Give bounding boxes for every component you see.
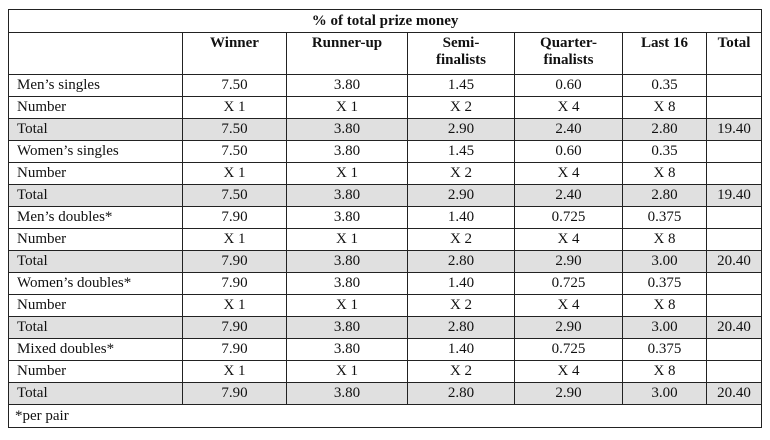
cell-semi-finalists: X 2: [408, 163, 515, 185]
cell-label: Number: [9, 97, 183, 119]
cell-winner: 7.90: [183, 207, 287, 229]
table-row-count: [9, 163, 762, 185]
cell-total: [707, 361, 762, 383]
cell-label: Women’s singles: [9, 141, 183, 163]
table-body: [9, 75, 762, 405]
cell-winner: 7.50: [183, 119, 287, 141]
cell-last-16: X 8: [623, 361, 707, 383]
cell-winner: 7.90: [183, 317, 287, 339]
cell-total: 20.40: [707, 251, 762, 273]
cell-quarter-finalists: X 4: [515, 295, 623, 317]
cell-runner-up: X 1: [287, 229, 408, 251]
cell-semi-finalists: 2.80: [408, 251, 515, 273]
cell-quarter-finalists: 2.90: [515, 383, 623, 405]
table-row-count: [9, 229, 762, 251]
table-row-total: [9, 119, 762, 141]
cell-runner-up: 3.80: [287, 207, 408, 229]
table-row-data: [9, 75, 762, 97]
cell-last-16: 2.80: [623, 185, 707, 207]
cell-total: 20.40: [707, 317, 762, 339]
cell-quarter-finalists: 2.40: [515, 185, 623, 207]
table-title: % of total prize money: [9, 10, 762, 33]
cell-runner-up: 3.80: [287, 339, 408, 361]
cell-label: Number: [9, 229, 183, 251]
cell-runner-up: X 1: [287, 361, 408, 383]
column-header-quarter-finalists: Quarter- finalists: [515, 33, 623, 75]
cell-semi-finalists: X 2: [408, 361, 515, 383]
cell-semi-finalists: 1.45: [408, 141, 515, 163]
prize-money-table-wrapper: [8, 9, 762, 428]
cell-winner: 7.90: [183, 339, 287, 361]
cell-last-16: 0.375: [623, 207, 707, 229]
table-row-count: [9, 295, 762, 317]
cell-quarter-finalists: 2.40: [515, 119, 623, 141]
cell-runner-up: 3.80: [287, 317, 408, 339]
cell-label: Total: [9, 119, 183, 141]
cell-last-16: 3.00: [623, 317, 707, 339]
cell-quarter-finalists: 0.60: [515, 75, 623, 97]
table-row-total: [9, 317, 762, 339]
table-footnote: *per pair: [9, 405, 762, 428]
cell-last-16: 0.35: [623, 141, 707, 163]
cell-last-16: 3.00: [623, 383, 707, 405]
cell-total: [707, 229, 762, 251]
cell-runner-up: X 1: [287, 163, 408, 185]
prize-money-table: [8, 9, 762, 428]
cell-semi-finalists: 2.80: [408, 383, 515, 405]
cell-quarter-finalists: X 4: [515, 361, 623, 383]
cell-runner-up: 3.80: [287, 273, 408, 295]
cell-last-16: X 8: [623, 229, 707, 251]
cell-total: [707, 141, 762, 163]
cell-total: [707, 339, 762, 361]
table-row-count: [9, 361, 762, 383]
cell-winner: X 1: [183, 163, 287, 185]
cell-semi-finalists: 2.80: [408, 317, 515, 339]
cell-label: Men’s doubles*: [9, 207, 183, 229]
cell-label: Total: [9, 185, 183, 207]
cell-winner: 7.50: [183, 141, 287, 163]
cell-winner: 7.50: [183, 185, 287, 207]
cell-total: [707, 295, 762, 317]
cell-winner: X 1: [183, 361, 287, 383]
cell-semi-finalists: X 2: [408, 295, 515, 317]
cell-winner: 7.90: [183, 383, 287, 405]
cell-label: Men’s singles: [9, 75, 183, 97]
cell-runner-up: 3.80: [287, 119, 408, 141]
cell-runner-up: 3.80: [287, 141, 408, 163]
cell-semi-finalists: X 2: [408, 97, 515, 119]
table-row-total: [9, 185, 762, 207]
cell-label: Number: [9, 295, 183, 317]
cell-label: Number: [9, 361, 183, 383]
cell-last-16: 3.00: [623, 251, 707, 273]
cell-winner: 7.50: [183, 75, 287, 97]
cell-winner: 7.90: [183, 273, 287, 295]
table-row-data: [9, 339, 762, 361]
cell-last-16: 2.80: [623, 119, 707, 141]
cell-label: Total: [9, 251, 183, 273]
column-header-runner-up: Runner-up: [287, 33, 408, 75]
cell-last-16: X 8: [623, 295, 707, 317]
column-header-winner: Winner: [183, 33, 287, 75]
cell-last-16: 0.375: [623, 273, 707, 295]
cell-label: Women’s doubles*: [9, 273, 183, 295]
cell-winner: X 1: [183, 97, 287, 119]
cell-label: Total: [9, 317, 183, 339]
cell-total: [707, 163, 762, 185]
cell-label: Total: [9, 383, 183, 405]
cell-total: [707, 75, 762, 97]
cell-last-16: 0.35: [623, 75, 707, 97]
table-row-total: [9, 383, 762, 405]
cell-winner: X 1: [183, 229, 287, 251]
cell-quarter-finalists: X 4: [515, 97, 623, 119]
cell-semi-finalists: 1.40: [408, 273, 515, 295]
table-row-data: [9, 273, 762, 295]
column-header-row: [9, 33, 762, 75]
cell-total: 19.40: [707, 119, 762, 141]
cell-runner-up: 3.80: [287, 75, 408, 97]
cell-label: Mixed doubles*: [9, 339, 183, 361]
cell-label: Number: [9, 163, 183, 185]
cell-runner-up: 3.80: [287, 251, 408, 273]
table-row-data: [9, 141, 762, 163]
cell-runner-up: 3.80: [287, 185, 408, 207]
column-header-row-label: [9, 33, 183, 75]
cell-runner-up: 3.80: [287, 383, 408, 405]
cell-semi-finalists: X 2: [408, 229, 515, 251]
cell-quarter-finalists: X 4: [515, 163, 623, 185]
column-header-total: Total: [707, 33, 762, 75]
cell-quarter-finalists: 2.90: [515, 317, 623, 339]
cell-quarter-finalists: 0.725: [515, 207, 623, 229]
cell-total: [707, 97, 762, 119]
cell-winner: 7.90: [183, 251, 287, 273]
cell-quarter-finalists: 0.725: [515, 273, 623, 295]
cell-last-16: 0.375: [623, 339, 707, 361]
cell-total: [707, 207, 762, 229]
table-row-data: [9, 207, 762, 229]
cell-runner-up: X 1: [287, 97, 408, 119]
cell-quarter-finalists: 0.725: [515, 339, 623, 361]
cell-semi-finalists: 1.40: [408, 339, 515, 361]
cell-runner-up: X 1: [287, 295, 408, 317]
cell-quarter-finalists: X 4: [515, 229, 623, 251]
cell-last-16: X 8: [623, 163, 707, 185]
cell-total: 20.40: [707, 383, 762, 405]
table-row-count: [9, 97, 762, 119]
cell-semi-finalists: 1.40: [408, 207, 515, 229]
table-row-total: [9, 251, 762, 273]
cell-semi-finalists: 2.90: [408, 185, 515, 207]
column-header-semi-finalists: Semi- finalists: [408, 33, 515, 75]
cell-quarter-finalists: 2.90: [515, 251, 623, 273]
cell-semi-finalists: 2.90: [408, 119, 515, 141]
cell-total: [707, 273, 762, 295]
cell-winner: X 1: [183, 295, 287, 317]
cell-semi-finalists: 1.45: [408, 75, 515, 97]
cell-last-16: X 8: [623, 97, 707, 119]
cell-quarter-finalists: 0.60: [515, 141, 623, 163]
column-header-last-16: Last 16: [623, 33, 707, 75]
cell-total: 19.40: [707, 185, 762, 207]
